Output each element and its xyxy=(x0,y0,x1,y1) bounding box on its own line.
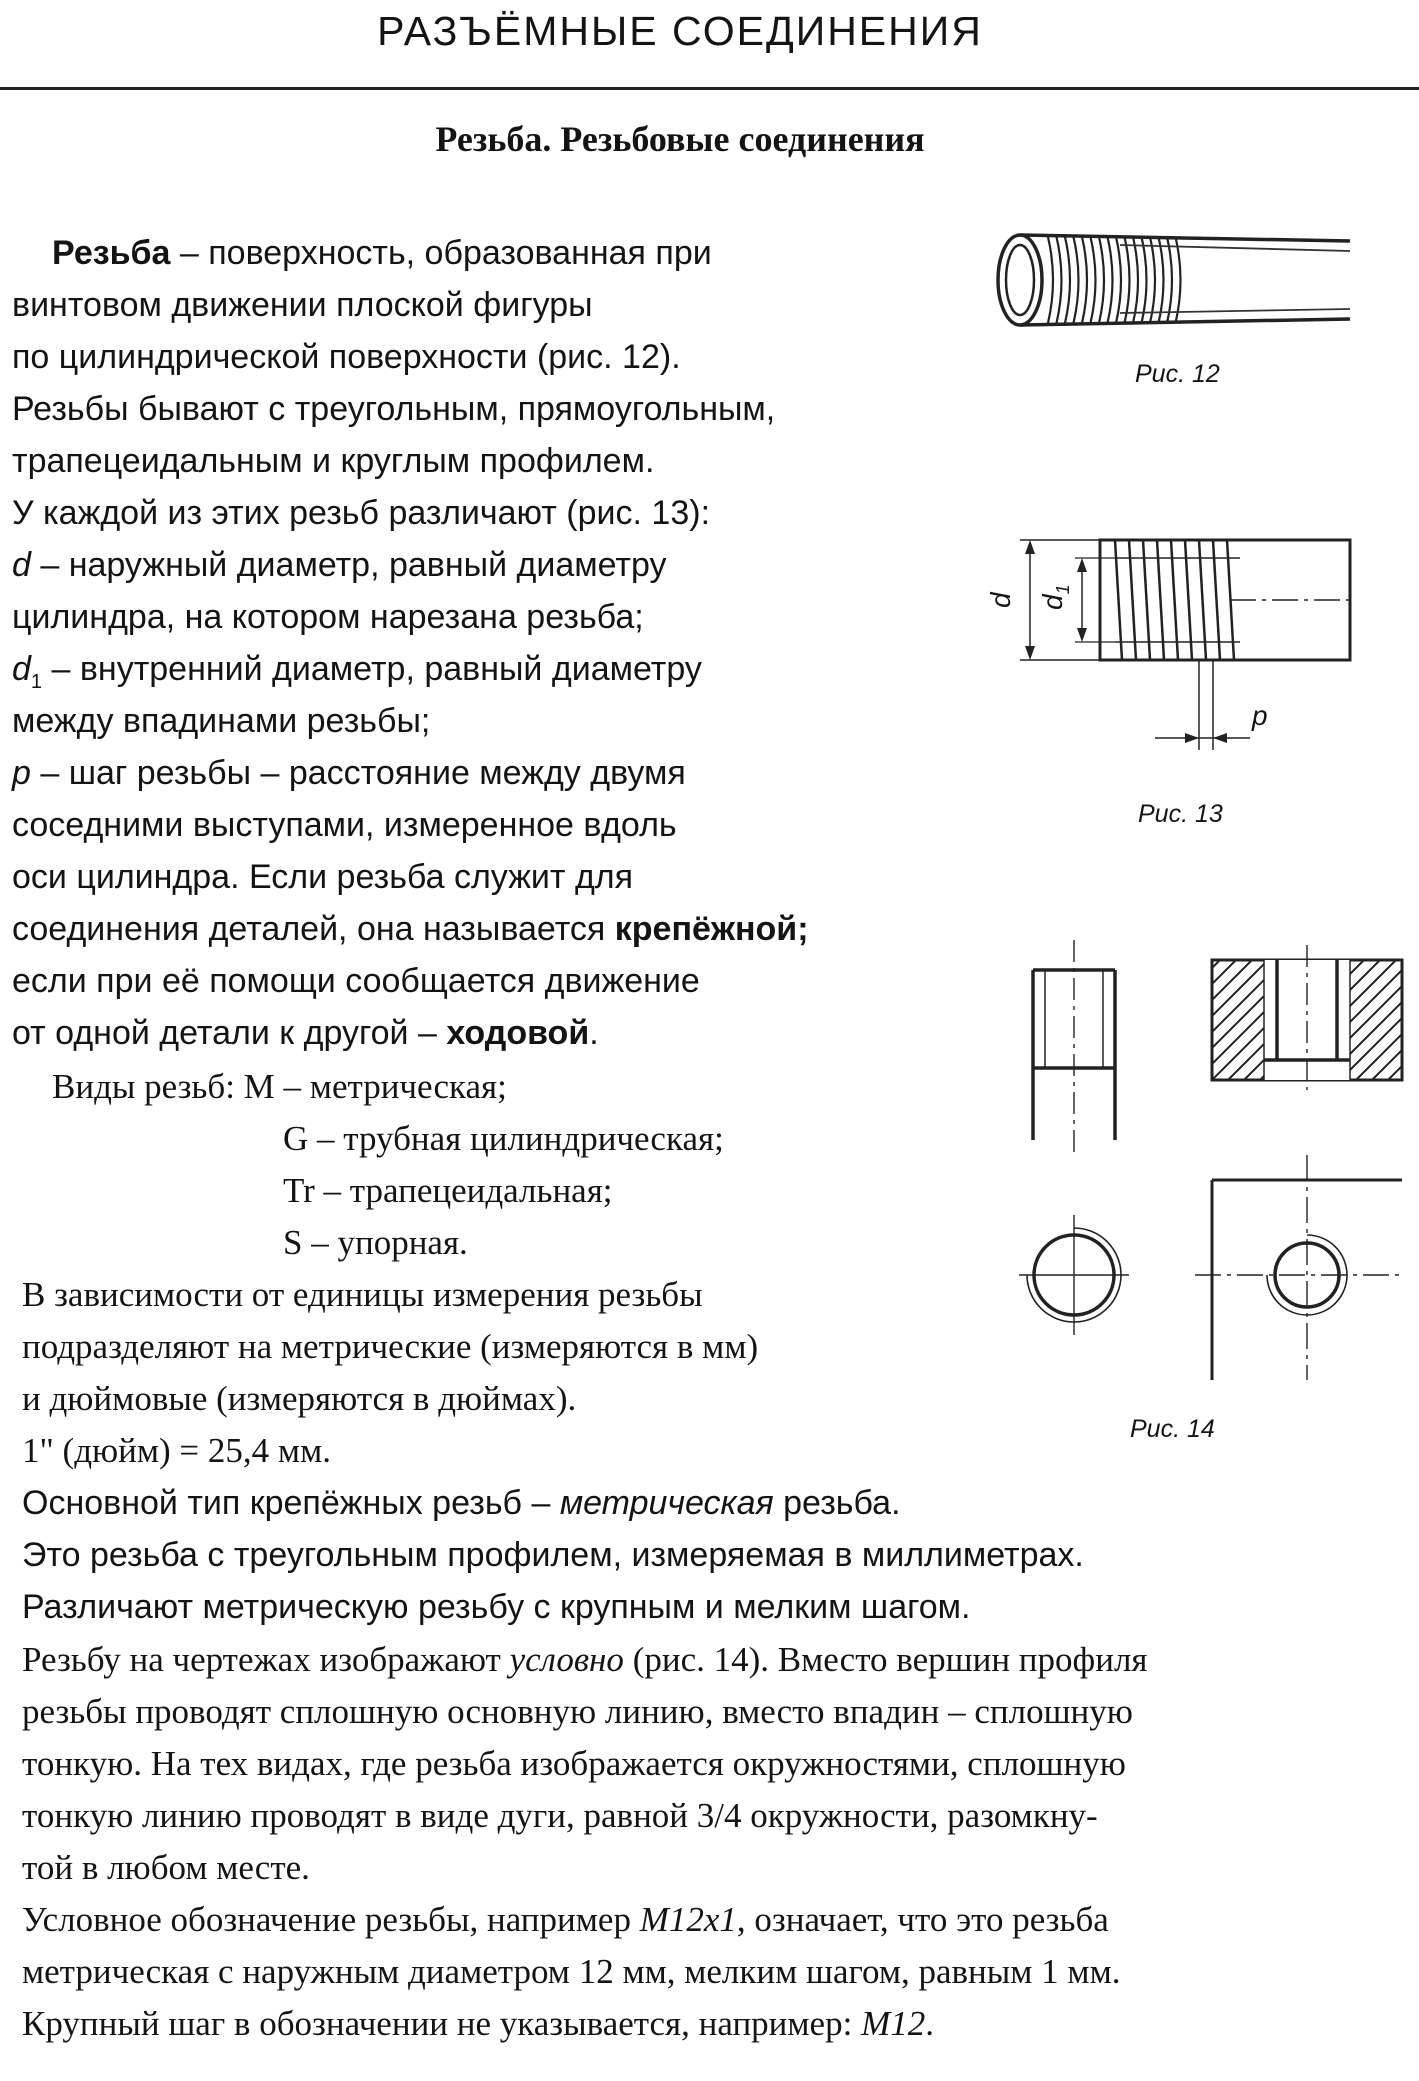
text-line: Резьбу на чертежах изображают условно (рис. 14). Вместо вершин профиля xyxy=(22,1640,1148,1679)
figure-12-caption: Рис. 12 xyxy=(1135,360,1220,388)
term-metric: метрическая xyxy=(559,1484,774,1522)
thread-types-line: S – упорная. xyxy=(283,1223,468,1262)
text-line: Это резьба с треугольным профилем, измеряемая в миллиметрах. xyxy=(22,1536,1084,1574)
thread-line xyxy=(1065,237,1070,323)
thread-line xyxy=(1176,237,1181,323)
inch-conversion: 1" (дюйм) = 25,4 мм. xyxy=(22,1431,331,1470)
text-line: У каждой из этих резьб различают (рис. 13): xyxy=(12,494,711,532)
figure-14-conventional-thread xyxy=(1015,940,1405,1380)
page-header-title: РАЗЪЁМНЫЕ СОЕДИНЕНИЯ xyxy=(377,8,983,54)
label-d1: $d_1$ xyxy=(1037,584,1073,610)
text-line: p – шаг резьбы – расстояние между двумя xyxy=(12,754,686,792)
thread-line xyxy=(1108,237,1113,323)
text-line: и дюймовые (измеряются в дюймах). xyxy=(22,1379,577,1418)
term-fastening: крепёжной; xyxy=(614,910,809,948)
figure-13-thread-dimensions xyxy=(985,520,1360,760)
text-line: той в любом месте. xyxy=(22,1848,310,1887)
thread-line xyxy=(1099,237,1104,323)
thread-line xyxy=(1133,237,1138,323)
internal-thread-section-view xyxy=(1084,945,1419,1090)
thread-line xyxy=(1074,237,1079,323)
text-line: резьбы проводят сплошную основную линию, вместо впадин – сплошную xyxy=(22,1692,1133,1731)
thread-line xyxy=(1167,237,1172,323)
text-line: соединения деталей, она называется крепёжной; xyxy=(12,910,809,948)
figure-13-caption: Рис. 13 xyxy=(1138,800,1223,828)
thread-line xyxy=(1082,237,1087,323)
thread-line xyxy=(1057,237,1062,323)
designation-m12x1: М12х1 xyxy=(639,1900,737,1939)
text-line: В зависимости от единицы измерения резьбы xyxy=(22,1275,703,1314)
thread-line xyxy=(1116,237,1121,323)
text-line: Основной тип крепёжных резьб – метрическая резьба. xyxy=(22,1484,901,1522)
thread-line xyxy=(1048,237,1053,323)
designation-m12: М12 xyxy=(861,2004,926,2043)
text-line: цилиндра, на котором нарезана резьба; xyxy=(12,598,644,636)
label-p: p xyxy=(1252,700,1268,731)
text-line: по цилиндрической поверхности (рис. 12). xyxy=(12,338,681,376)
text-line: Резьба – поверхность, образованная при xyxy=(52,234,712,272)
text-line: Различают метрическую резьбу с крупным и мелким шагом. xyxy=(22,1588,971,1626)
text-line: Резьбы бывают с треугольным, прямоугольным, xyxy=(12,390,776,428)
term-conventional: условно xyxy=(509,1640,624,1679)
symbol-d: d xyxy=(12,546,31,584)
thread-types-line: Tr – трапецеидальная; xyxy=(283,1171,613,1210)
text-line: между впадинами резьбы; xyxy=(12,702,431,740)
text-line: Условное обозначение резьбы, например М12х1, означает, что это резьба xyxy=(22,1900,1109,1939)
hatch-line xyxy=(1132,960,1252,1080)
external-thread-end-view xyxy=(1019,1215,1129,1335)
thread-line xyxy=(1150,237,1155,323)
label-d: d xyxy=(985,592,1016,608)
hatch-line xyxy=(1100,960,1220,1080)
text-line: подразделяют на метрические (измеряются в мм) xyxy=(22,1327,759,1366)
term-running: ходовой xyxy=(446,1014,590,1052)
hatch-line xyxy=(1148,960,1268,1080)
text-line: d – наружный диаметр, равный диаметру xyxy=(12,546,667,584)
section-title: Резьба. Резьбовые соединения xyxy=(435,119,925,159)
text-line: Крупный шаг в обозначении не указывается, например: М12. xyxy=(22,2004,934,2043)
hatch-line xyxy=(1084,960,1204,1080)
text-line: тонкую линию проводят в виде дуги, равной 3/4 окружности, разомкну- xyxy=(22,1796,1098,1835)
text-line: соседними выступами, измеренное вдоль xyxy=(12,806,677,844)
symbol-d1: d xyxy=(12,650,31,688)
hatch-line xyxy=(1116,960,1236,1080)
thread-line xyxy=(1142,237,1147,323)
text-line: трапецеидальным и круглым профилем. xyxy=(12,442,655,480)
text-line: винтовом движении плоской фигуры xyxy=(12,286,593,324)
thread-types-line: G – трубная цилиндрическая; xyxy=(283,1119,724,1158)
figure-12-threaded-rod xyxy=(990,225,1360,335)
text-line: оси цилиндра. Если резьба служит для xyxy=(12,858,634,896)
text-line: тонкую. На тех видах, где резьба изображается окружностями, сплошную xyxy=(22,1744,1126,1783)
thread-line xyxy=(1091,237,1096,323)
text-line: метрическая с наружным диаметром 12 мм, мелким шагом, равным 1 мм. xyxy=(22,1952,1121,1991)
thread-line xyxy=(1125,237,1130,323)
figure-14-caption: Рис. 14 xyxy=(1130,1415,1215,1443)
thread-types-line: Виды резьб: М – метрическая; xyxy=(52,1067,507,1106)
text-line: $d_1$ – внутренний диаметр, равный диаметру xyxy=(12,650,702,693)
external-thread-side-view xyxy=(1033,940,1115,1155)
hatch-line xyxy=(1404,960,1419,1080)
thread-line xyxy=(1159,237,1164,323)
symbol-p: p xyxy=(12,754,31,792)
text-line: если при её помощи сообщается движение xyxy=(12,962,700,1000)
header-divider xyxy=(0,87,1419,90)
text-line: от одной детали к другой – ходовой. xyxy=(12,1014,599,1052)
hatch-line xyxy=(1356,960,1419,1080)
internal-thread-top-view xyxy=(1195,1155,1402,1380)
term-thread: Резьба xyxy=(52,234,171,272)
